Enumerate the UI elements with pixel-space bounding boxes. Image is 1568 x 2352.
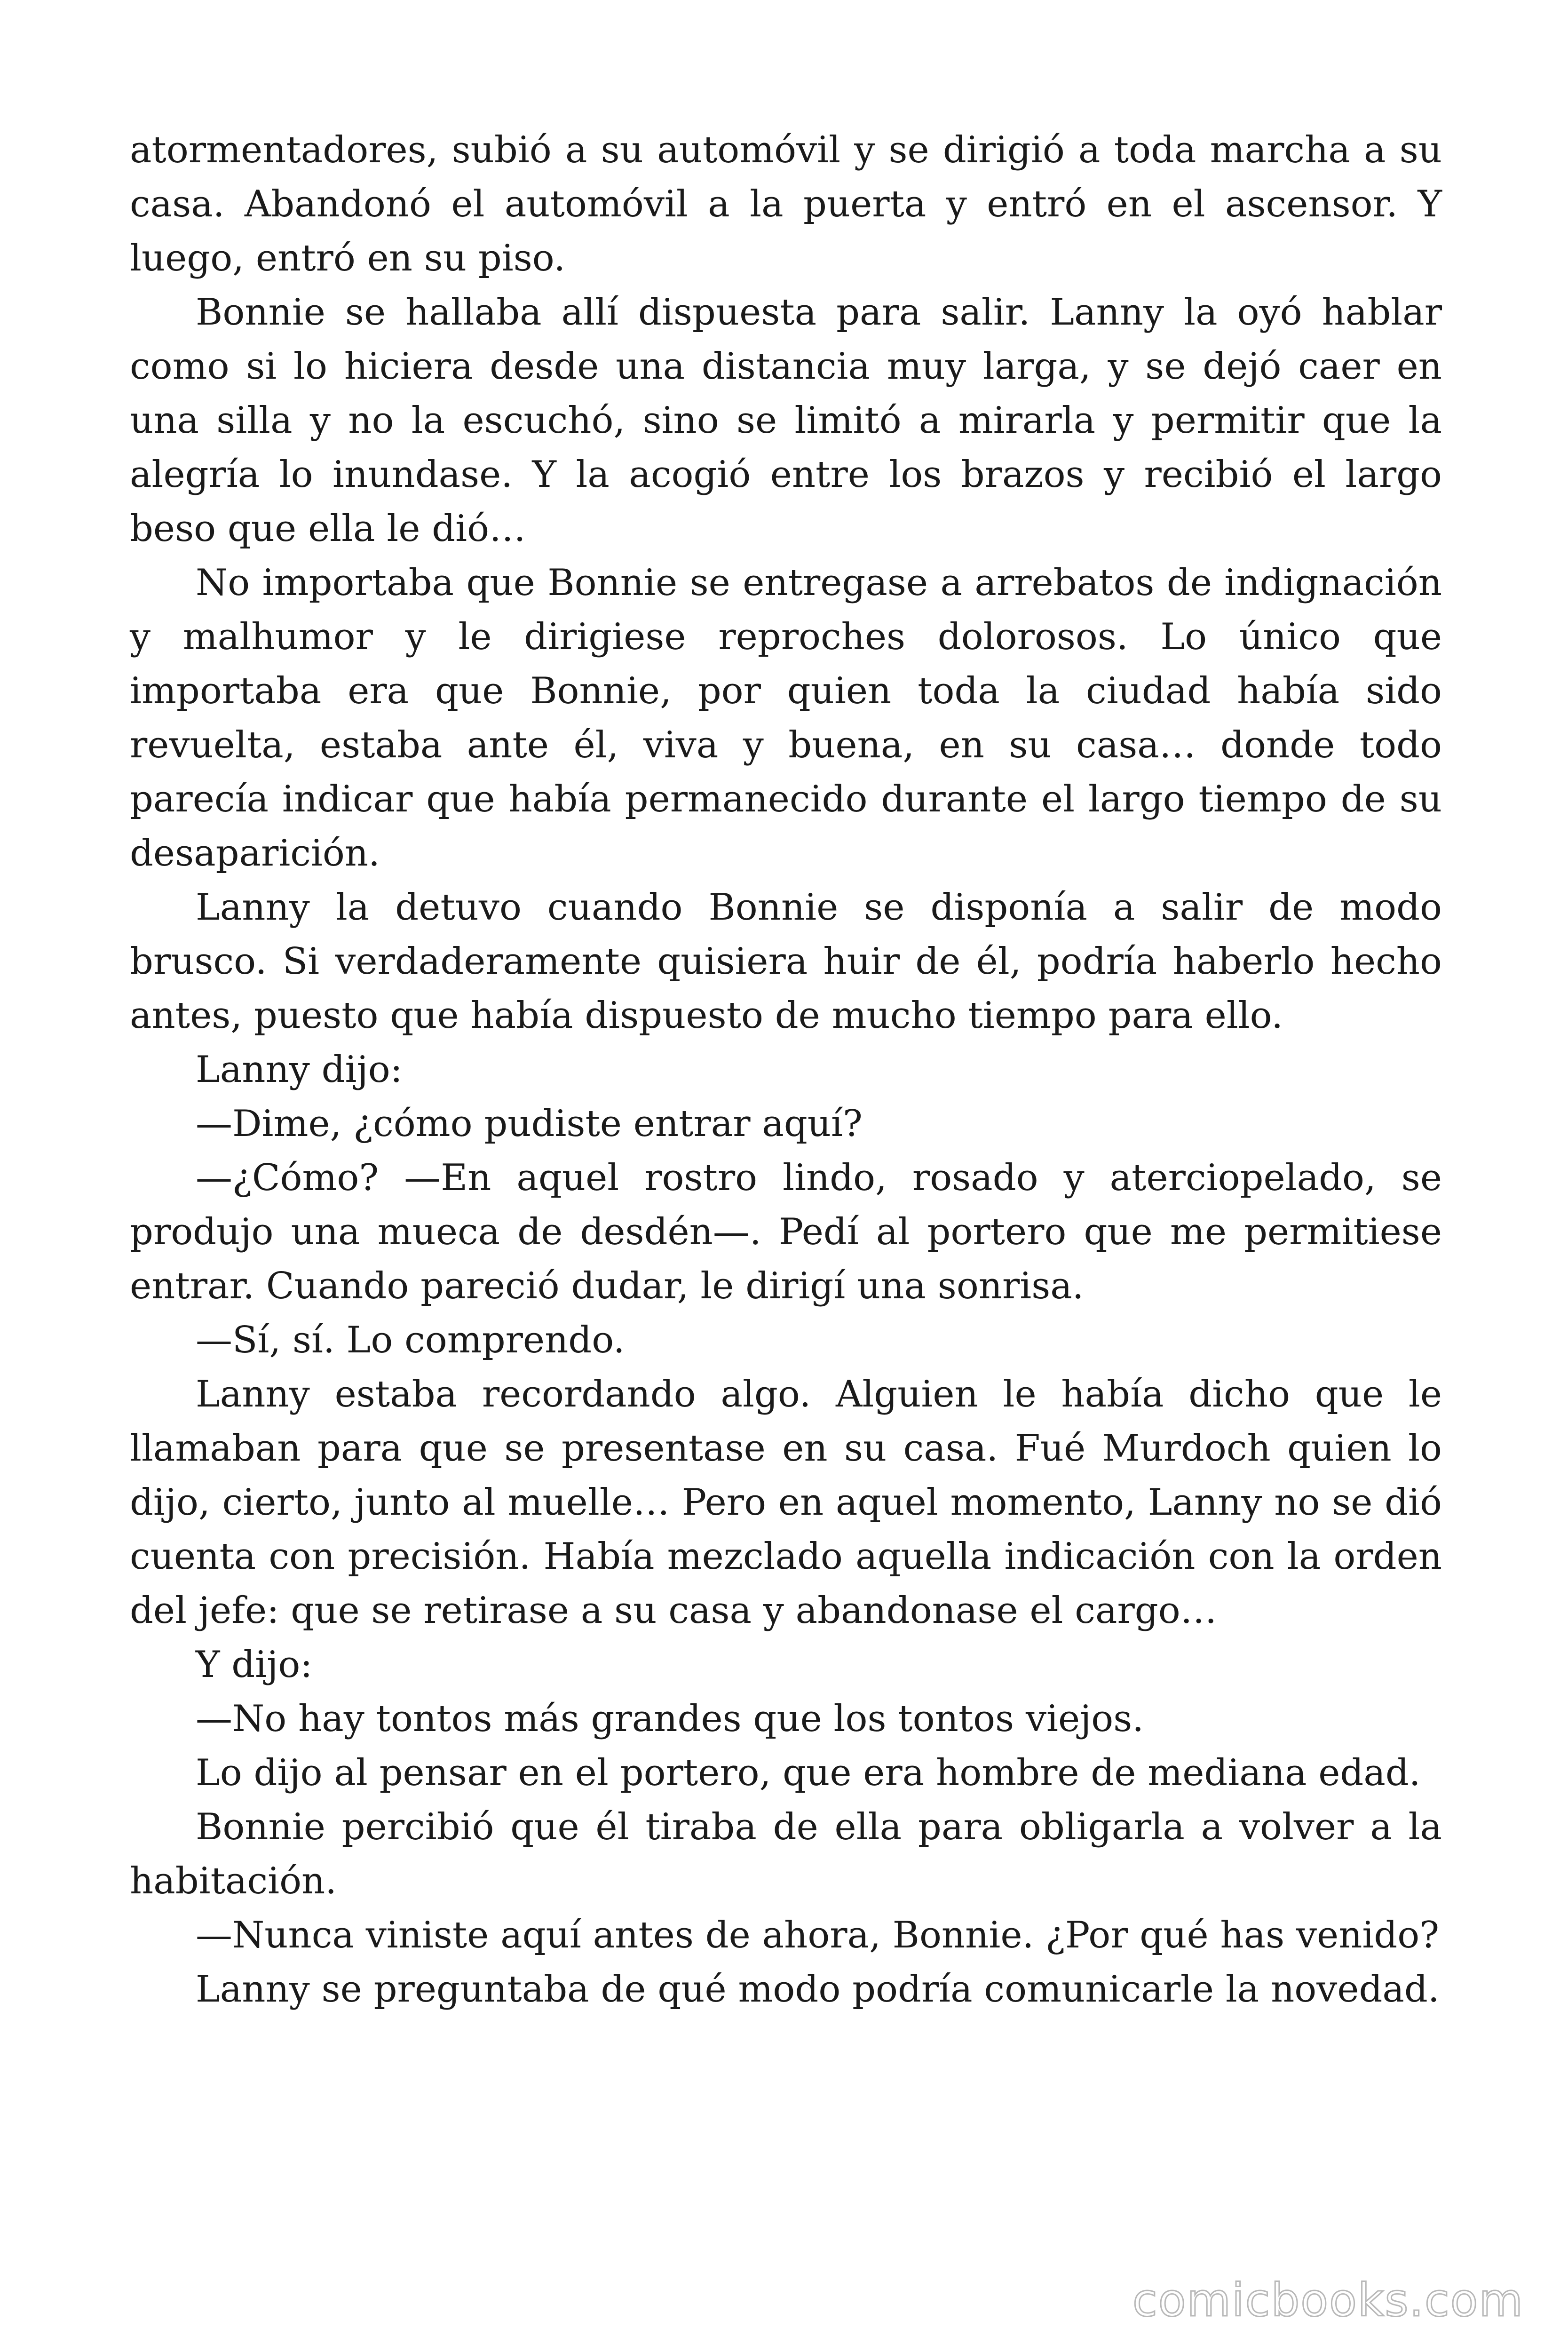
body-text bbox=[130, 123, 1442, 2017]
paragraph: Lo dijo al pensar en el portero, que era hombre de mediana edad. bbox=[196, 1752, 1421, 1794]
paragraph: Bonnie se hallaba allí dispuesta para salir. Lanny la oyó hablar como si lo hiciera desde una distancia muy larga, y se dejó caer en una silla y no la escuchó, sino se limitó a mirarla y permitir que la alegría lo inundase. Y la acogió entre los brazos y recibió el largo beso que ella le dió… bbox=[130, 291, 1442, 550]
paragraph: —Sí, sí. Lo comprendo. bbox=[196, 1319, 625, 1361]
paragraph: —No hay tontos más grandes que los tontos viejos. bbox=[196, 1698, 1144, 1740]
paragraph: Bonnie percibió que él tiraba de ella para obligarla a volver a la habitación. bbox=[130, 1806, 1442, 1902]
paragraph: Y dijo: bbox=[196, 1644, 313, 1686]
paragraph: Lanny dijo: bbox=[196, 1049, 403, 1091]
paragraph: Lanny la detuvo cuando Bonnie se disponía a salir de modo brusco. Si verdaderamente quisiera huir de él, podría haberlo hecho antes, puesto que había dispuesto de mucho tiempo para ello. bbox=[130, 886, 1442, 1037]
paragraph: —¿Cómo? —En aquel rostro lindo, rosado y aterciopelado, se produjo una mueca de desdén—. Pedí al portero que me permitiese entrar. Cuando pareció dudar, le dirigí una sonrisa. bbox=[130, 1157, 1442, 1307]
paragraph: atormentadores, subió a su automóvil y se dirigió a toda marcha a su casa. Abandonó el automóvil a la puerta y entró en el ascensor. Y luego, entró en su piso. bbox=[130, 129, 1442, 279]
paragraph: —Dime, ¿cómo pudiste entrar aquí? bbox=[196, 1103, 863, 1145]
paragraph: —Nunca viniste aquí antes de ahora, Bonnie. ¿Por qué has venido? bbox=[196, 1914, 1440, 1956]
paragraph: Lanny estaba recordando algo. Alguien le había dicho que le llamaban para que se presentase en su casa. Fué Murdoch quien lo dijo, cierto, junto al muelle… Pero en aquel momento, Lanny no se dió cuenta con precisión. Había mezclado aquella indicación con la orden del jefe: que se retirase a su casa y abandonase el cargo… bbox=[130, 1373, 1442, 1632]
paragraph: No importaba que Bonnie se entregase a arrebatos de indignación y malhumor y le dirigiese reproches dolorosos. Lo único que importaba era que Bonnie, por quien toda la ciudad había sido revuelta, estaba ante él, viva y buena, en su casa… donde todo parecía indicar que había permanecido durante el largo tiempo de su desaparición. bbox=[130, 562, 1442, 874]
paragraph: Lanny se preguntaba de qué modo podría comunicarle la novedad. bbox=[196, 1968, 1440, 2010]
watermark: comicbooks.com bbox=[1132, 2274, 1524, 2327]
